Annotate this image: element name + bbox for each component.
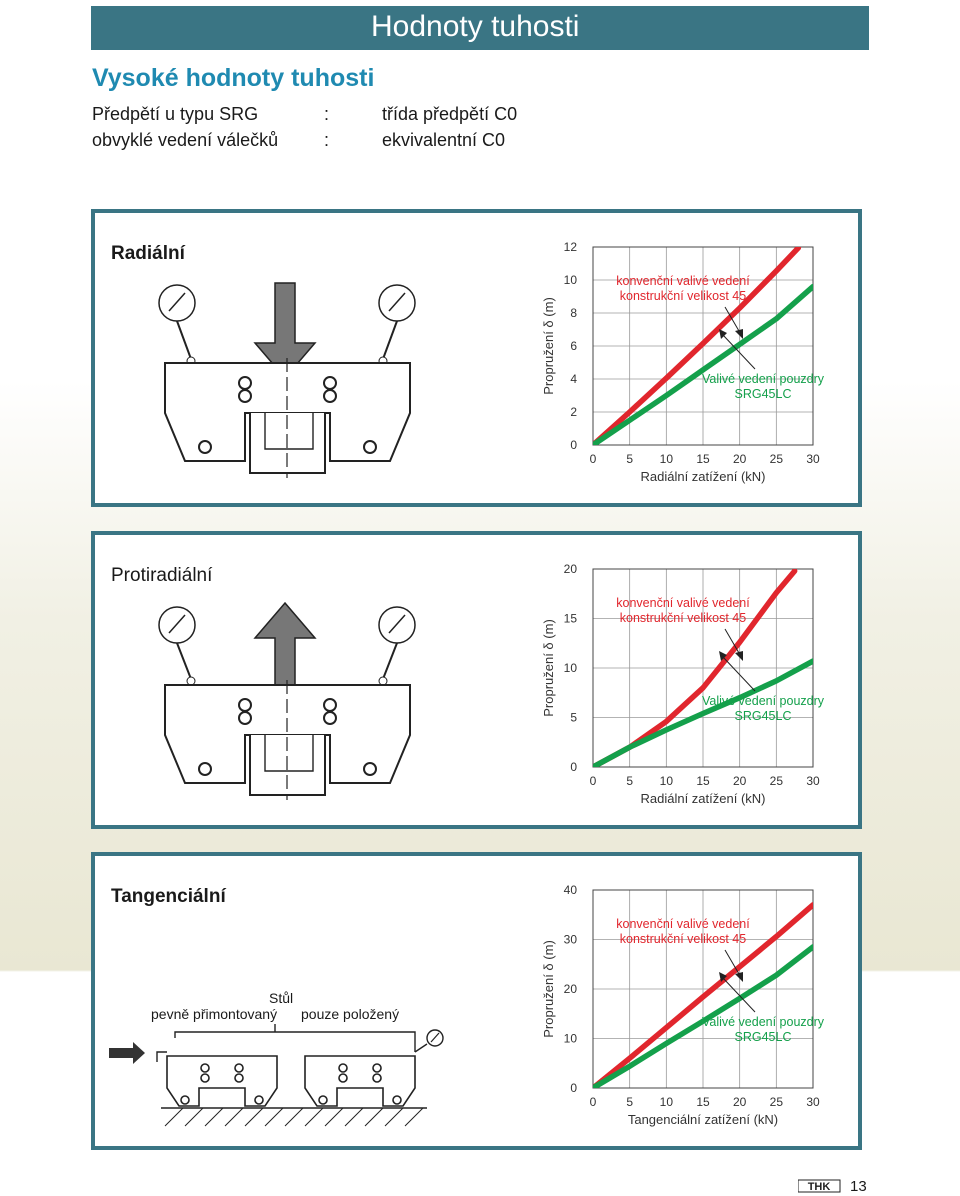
- y-tick-label: 30: [563, 932, 577, 947]
- y-tick-label: 6: [570, 339, 577, 353]
- y-tick-label: 8: [570, 306, 577, 320]
- x-tick-label: 15: [696, 774, 710, 788]
- x-tick-label: 15: [696, 1095, 710, 1109]
- annotation-arrow-icon: [735, 329, 743, 339]
- y-tick-label: 20: [563, 982, 577, 996]
- y-tick-label: 0: [570, 760, 577, 774]
- fixed-label: pevně přimontovaný: [151, 1006, 278, 1022]
- guide-block-left-icon: [167, 1056, 277, 1106]
- x-tick-label: 20: [732, 452, 747, 466]
- base-hatch-icon: [161, 1108, 427, 1126]
- x-tick-label: 25: [769, 774, 784, 788]
- y-tick-label: 2: [570, 405, 577, 419]
- annotation-conventional-line2: konstrukční velikost 45: [619, 611, 747, 625]
- table-label: Stůl: [269, 990, 294, 1006]
- spec-value: ekvivalentní C0: [382, 130, 506, 150]
- annotation-conventional-line1: konvenční valivé vedení: [616, 274, 750, 288]
- spec-value: třída předpětí C0: [382, 104, 518, 124]
- guide-block-right-icon: [305, 1056, 415, 1106]
- thk-logo-icon: [798, 1178, 842, 1194]
- y-axis-label: Propružení δ (m): [541, 297, 556, 395]
- placed-label: pouze položený: [301, 1006, 400, 1022]
- spec-separator: :: [324, 130, 330, 150]
- x-tick-label: 5: [626, 1095, 634, 1109]
- guide-block-icon: [165, 358, 410, 478]
- y-axis-label: Propružení δ (m): [541, 619, 556, 717]
- x-tick-label: 20: [732, 774, 747, 788]
- annotation-srg-line1: Valivé vedení pouzdry: [701, 694, 825, 708]
- x-tick-label: 5: [626, 452, 634, 466]
- annotation-srg-line2: SRG45LC: [734, 387, 792, 401]
- tangential-block-diagram: [105, 1022, 445, 1142]
- annotation-srg-line1: Valivé vedení pouzdry: [701, 1015, 825, 1029]
- x-tick-label: 0: [589, 452, 597, 466]
- x-tick-label: 10: [659, 774, 674, 788]
- tangential-chart: [465, 874, 845, 1144]
- y-tick-label: 10: [563, 661, 577, 675]
- x-tick-label: 0: [589, 774, 597, 788]
- dial-gauge-right-icon: [379, 285, 415, 365]
- x-tick-label: 5: [626, 774, 634, 788]
- annotation-srg-line2: SRG45LC: [734, 1030, 792, 1044]
- annotation-conventional-line2: konstrukční velikost 45: [619, 289, 747, 303]
- y-tick-label: 15: [563, 611, 577, 626]
- x-tick-label: 30: [806, 1095, 820, 1109]
- panel-tangential: [91, 852, 862, 1150]
- x-tick-label: 20: [732, 1095, 747, 1109]
- annotation-arrow-icon: [735, 651, 743, 661]
- x-tick-label: 25: [769, 452, 784, 466]
- annotation-arrow-icon: [735, 972, 743, 982]
- y-tick-label: 0: [570, 438, 577, 452]
- annotation-srg-line1: Valivé vedení pouzdry: [701, 372, 825, 386]
- panel-title: Tangenciální: [111, 886, 226, 907]
- dial-gauge-right-icon: [379, 607, 415, 685]
- x-tick-label: 30: [806, 774, 820, 788]
- radial-chart: [465, 231, 845, 501]
- counter-radial-chart: [465, 553, 845, 823]
- spec-separator: :: [324, 104, 330, 124]
- x-axis-label: Tangenciální zatížení (kN): [627, 1112, 779, 1127]
- y-tick-label: 4: [570, 372, 577, 386]
- spec-label: obvyklé vedení válečků: [92, 130, 279, 150]
- page-number: 13: [850, 1178, 867, 1195]
- x-axis-label: Radiální zatížení (kN): [640, 791, 766, 806]
- dial-gauge-left-icon: [159, 607, 195, 685]
- x-tick-label: 15: [696, 452, 710, 466]
- panel-title: Radiální: [111, 243, 185, 264]
- page-subtitle: Vysoké hodnoty tuhosti: [92, 64, 375, 92]
- panel-radial: [91, 209, 862, 507]
- y-tick-label: 0: [570, 1081, 577, 1095]
- x-tick-label: 30: [806, 452, 820, 466]
- spec-label: Předpětí u typu SRG: [92, 104, 259, 124]
- annotation-srg-pointer: [723, 657, 755, 691]
- annotation-conventional-line1: konvenční valivé vedení: [616, 917, 750, 931]
- footer-logo: THK: [807, 1181, 831, 1193]
- panel-counter-radial: [91, 531, 862, 829]
- x-tick-label: 10: [659, 452, 674, 466]
- panel-title: Protiradiální: [111, 565, 213, 586]
- page-title: Hodnoty tuhosti: [371, 10, 580, 43]
- y-tick-label: 12: [563, 240, 577, 254]
- title-bar: [91, 6, 869, 50]
- y-tick-label: 10: [563, 273, 577, 287]
- counter-radial-block-diagram: [145, 593, 505, 833]
- y-tick-label: 40: [563, 883, 577, 897]
- y-tick-label: 20: [563, 562, 577, 576]
- y-tick-label: 10: [563, 1031, 577, 1046]
- load-arrow-right-icon: [109, 1042, 145, 1064]
- annotation-conventional-line1: konvenční valivé vedení: [616, 596, 750, 610]
- dial-gauge-left-icon: [159, 285, 195, 365]
- x-tick-label: 25: [769, 1095, 784, 1109]
- annotation-srg-line2: SRG45LC: [734, 709, 792, 723]
- x-tick-label: 0: [589, 1095, 597, 1109]
- x-tick-label: 10: [659, 1095, 674, 1109]
- x-axis-label: Radiální zatížení (kN): [640, 469, 766, 484]
- radial-block-diagram: [145, 263, 505, 503]
- y-axis-label: Propružení δ (m): [541, 940, 556, 1038]
- annotation-conventional-line2: konstrukční velikost 45: [619, 932, 747, 946]
- guide-block-icon: [165, 680, 410, 800]
- y-tick-label: 5: [570, 710, 577, 725]
- dial-gauge-icon: [415, 1030, 443, 1052]
